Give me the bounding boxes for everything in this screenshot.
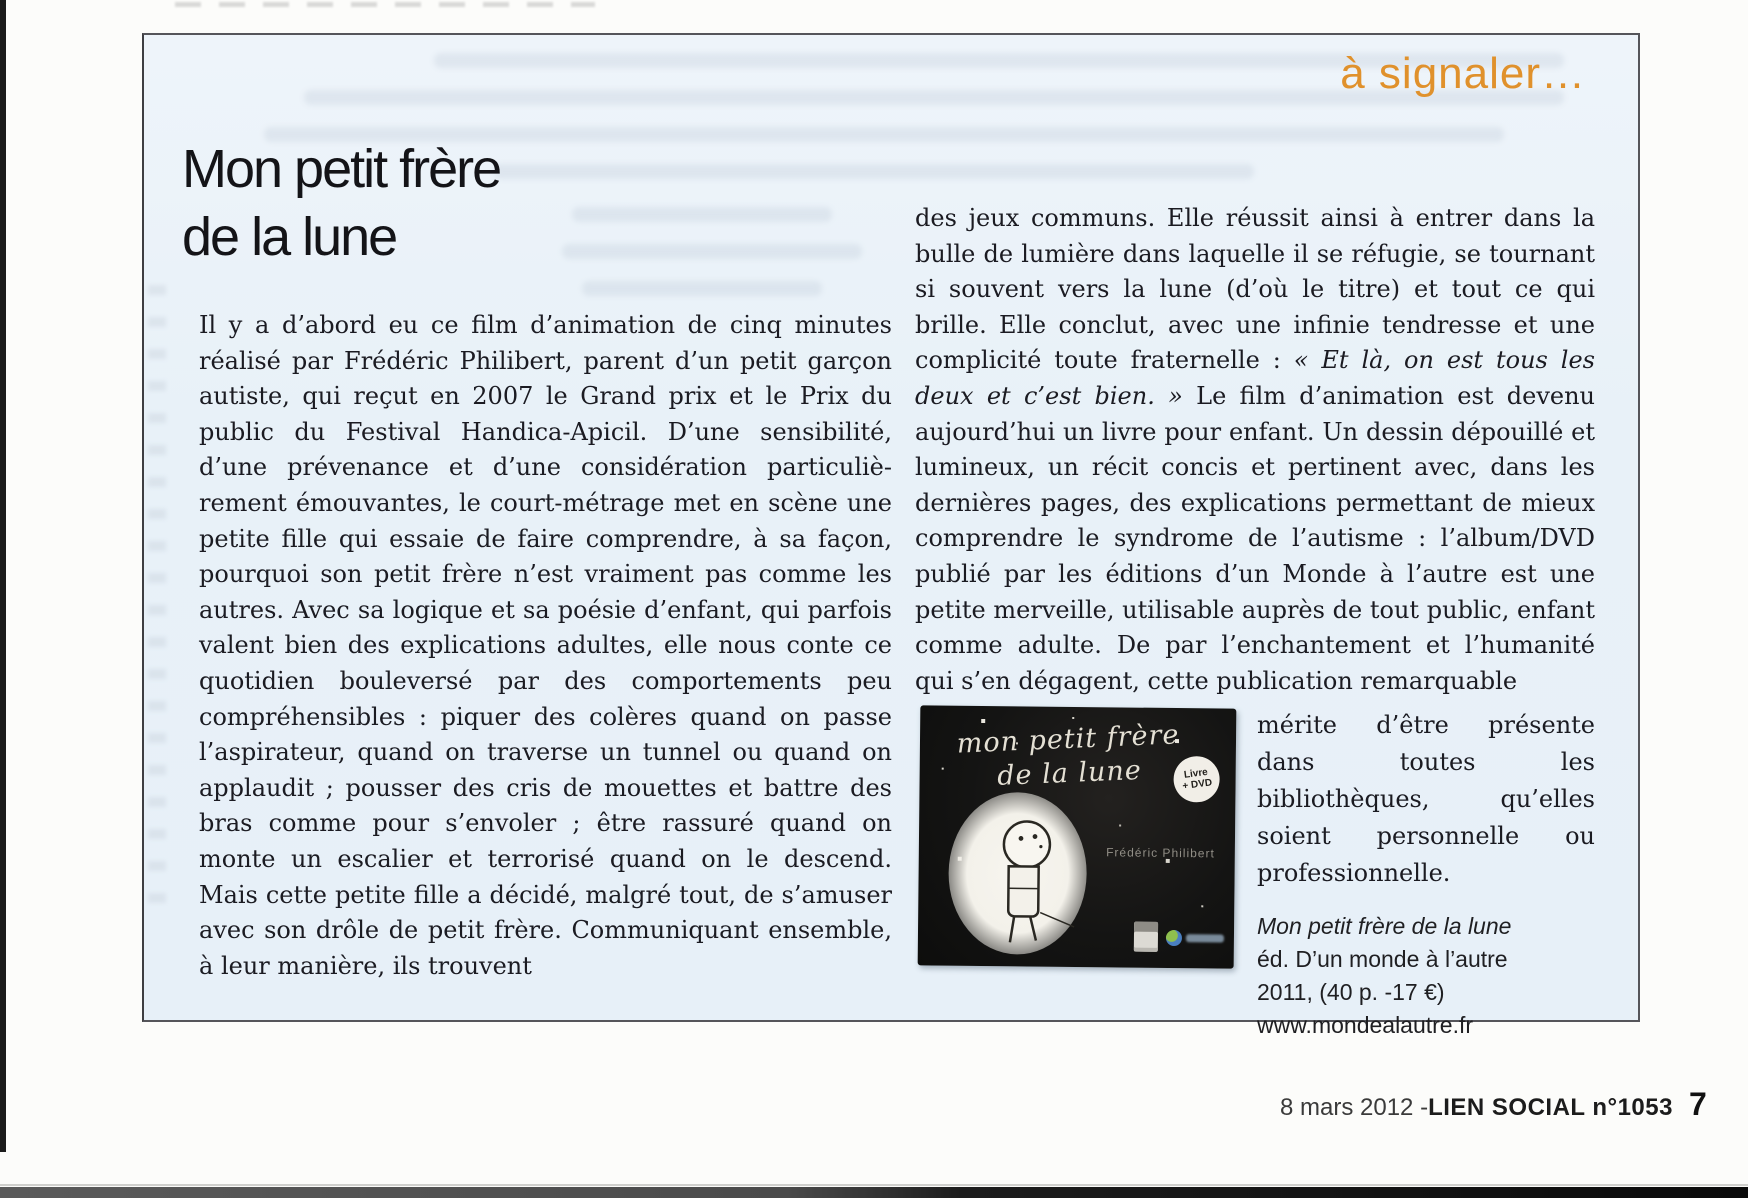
- page-number: 7: [1688, 1086, 1707, 1122]
- footer-brand: LIEN SOCIAL n°1053: [1428, 1094, 1673, 1121]
- bleed-through-ghost: [562, 244, 862, 259]
- footer-date: 8 mars 2012 -: [1280, 1094, 1429, 1121]
- article-title-line1: Mon petit frère: [182, 139, 501, 199]
- book-cover-title: [953, 718, 1186, 796]
- page-footer: [1280, 1086, 1707, 1123]
- moon-halo: [948, 792, 1088, 955]
- inline-quote: « Et là, on est tous les deux et c’est bien. »: [915, 346, 1595, 410]
- book-cover-title-line2: de la lune: [996, 755, 1143, 793]
- book-cover-title-line1: mon petit frère: [956, 719, 1181, 760]
- stars-decoration: [920, 706, 922, 708]
- article-body-left-column: Il y a d’abord eu ce film d’animation de cinq minutes réalisé par Frédéric Philibert, parent d’un petit garçon autiste, qui reçut en 2007 le Grand prix et le Prix du public du Festival Handica-Apicil. D’une sensibilité, d’une prévenance et d’une considération particulièrement émouvantes, le court-métrage met en scène une petite fille qui essaie de faire comprendre, à sa façon, pourquoi son petit frère n’est vraiment pas comme les autres. Avec sa logique et sa poésie d’enfant, qui parfois valent bien des explications adultes, elle nous conte ce quotidien bouleversé par des comportements peu compréhensibles : piquer des colères quand on passe l’aspirateur, quand on traverse un tunnel ou quand on applaudit ; pousser des cris de mouettes et battre des bras comme pour s’envoler ; être rassuré quand on monte un escalier et terrorisé quand on le descend. Mais cette petite fille a décidé, malgré tout, de s’amuser avec son drôle de petit frère. Communiquant ensemble, à leur manière, ils trouvent: [199, 311, 892, 980]
- badge-line1: Livre: [1183, 767, 1209, 782]
- book-author: Frédéric Philibert: [1106, 845, 1215, 861]
- book-cover-image: [918, 706, 1237, 969]
- right-side-column: [1257, 707, 1595, 1042]
- article-box: [142, 33, 1640, 1039]
- scan-edge-left: [0, 0, 6, 1152]
- publisher-logo-text: [1186, 934, 1224, 942]
- section-label: à signaler…: [1340, 49, 1586, 98]
- article-title-line2: de la lune: [182, 207, 397, 267]
- caption-year-price: 2011, (40 p. -17 €): [1257, 979, 1445, 1006]
- article-title: [182, 135, 500, 271]
- scan-bottom-line: [0, 1184, 1748, 1186]
- caption-publisher: éd. D’un monde à l’autre: [1257, 946, 1508, 973]
- book-caption: [1257, 910, 1595, 1042]
- book-row: [915, 707, 1595, 1042]
- bleed-through-ghost: [572, 207, 832, 222]
- article-body-right-column: [915, 201, 1595, 1042]
- scan-top-marks: [175, 2, 595, 7]
- right-column-paragraph: [915, 201, 1595, 699]
- badge-line2: + DVD: [1181, 777, 1213, 793]
- bleed-through-ghost: [494, 164, 1254, 179]
- caption-website: www.mondealautre.fr: [1257, 1012, 1474, 1039]
- caption-book-title: Mon petit frère de la lune: [1257, 913, 1512, 940]
- publisher-logo-globe: [1166, 930, 1182, 946]
- bleed-through-margin-marks: [148, 285, 166, 925]
- right-column-wrap-text: mérite d’être présente dans toutes les bibliothèques, qu’elles soient personnelle ou professionnelle.: [1257, 711, 1595, 888]
- publisher-logo-square: [1134, 922, 1158, 952]
- child-drawing: [948, 792, 1088, 955]
- right-column-text-after-quote: Le film d’animation est devenu aujourd’hui un livre pour enfant. Un dessin dépouillé et lumineux, un récit concis et pertinent avec, dans les dernières pages, des explications permettant de mieux comprendre le syndrome de l’autisme : l’album/DVD publié par les éditions d’un Monde à l’autre est une petite merveille, utilisable auprès de tout public, enfant comme adulte. De par l’enchantement et l’humanité qui s’en dégagent, cette publication remarquable: [915, 381, 1596, 695]
- bleed-through-ghost: [582, 281, 822, 296]
- right-column-text-before-quote: des jeux communs. Elle réussit ainsi à entrer dans la bulle de lumière dans laquelle il se réfugie, se tournant si souvent vers la lune (d’où le titre) et tout ce qui brille. Elle conclut, avec une infinie tendresse et une complicité toute fraternelle :: [915, 204, 1595, 375]
- scan-edge-bottom: [0, 1187, 1748, 1198]
